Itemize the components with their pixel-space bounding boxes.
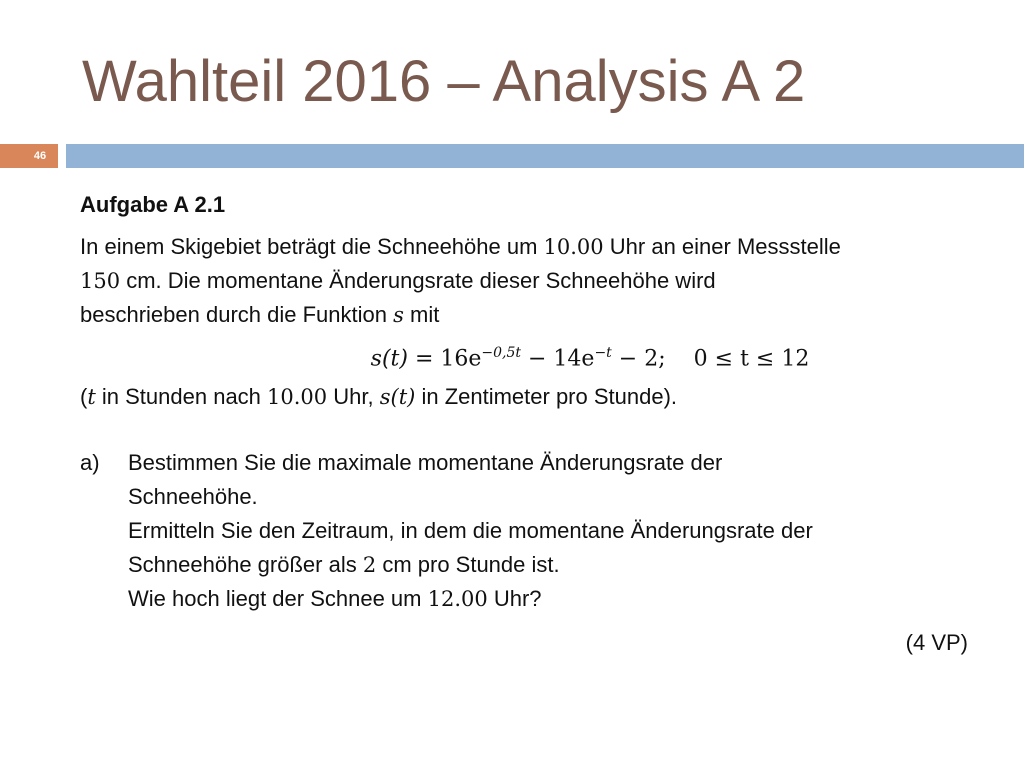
formula-lhs: s(t)	[370, 346, 408, 372]
task-intro	[80, 230, 980, 332]
formula-term-3: − 2;	[611, 346, 666, 372]
slide-number: 46	[33, 150, 47, 162]
part-a-text: Wie hoch liegt der Schnee um	[128, 586, 428, 612]
task-heading: Aufgabe A 2.1	[80, 192, 226, 217]
units-var-t: t	[87, 385, 96, 410]
intro-line-1	[80, 230, 980, 264]
intro-value: 150	[80, 269, 121, 293]
part-a-line-5	[128, 582, 980, 616]
function-formula	[80, 336, 980, 376]
slide-content	[80, 188, 980, 660]
part-a-text: Uhr?	[487, 586, 542, 612]
intro-text: mit	[403, 302, 440, 327]
task-part-a	[80, 446, 980, 616]
part-a-line-3: Ermitteln Sie den Zeitraum, in dem die momentane Änderungsrate der	[128, 518, 813, 544]
title-divider-bar	[66, 144, 1024, 168]
part-a-text: Schneehöhe größer als	[128, 552, 363, 578]
spacer	[80, 414, 980, 446]
function-name: s	[393, 303, 404, 327]
formula-term-2: − 14e	[521, 346, 595, 372]
part-a-line-4	[128, 548, 980, 582]
slide-title: Wahlteil 2016 – Analysis A 2	[82, 49, 806, 114]
intro-text: beschrieben durch die Funktion	[80, 302, 394, 327]
part-a-line-1: Bestimmen Sie die maximale momentane Änderungsrate der	[128, 450, 723, 476]
intro-text: cm. Die momentane Änderungsrate dieser Schneehöhe wird	[120, 268, 716, 293]
points-label: (4 VP)	[905, 630, 968, 656]
formula-exponent-2: −t	[594, 345, 612, 361]
part-a-number: 2	[362, 553, 377, 578]
part-a-line-2: Schneehöhe.	[128, 484, 258, 510]
units-time: 10.00	[267, 385, 328, 410]
units-text: (	[80, 384, 88, 410]
intro-text: Uhr an einer Messstelle	[603, 234, 841, 259]
formula-domain: 0 ≤ t ≤ 12	[693, 346, 810, 372]
units-var-st: s(t)	[379, 385, 416, 410]
units-line	[80, 380, 980, 414]
task-part-a-label: a)	[80, 450, 100, 476]
part-a-time: 12.00	[427, 587, 488, 612]
formula-term-1: = 16e	[407, 346, 482, 372]
units-text: in Stunden nach	[95, 384, 268, 410]
intro-line-2	[80, 264, 980, 298]
intro-line-3	[80, 298, 980, 332]
units-note	[80, 380, 980, 414]
intro-text: In einem Skigebiet beträgt die Schneehöhe um	[80, 234, 544, 259]
units-text: Uhr,	[327, 384, 380, 410]
units-text: in Zentimeter pro Stunde).	[415, 384, 678, 410]
formula-exponent-1: −0,5t	[481, 345, 522, 361]
part-a-text: cm pro Stunde ist.	[376, 552, 560, 578]
intro-time: 10.00	[543, 235, 604, 259]
